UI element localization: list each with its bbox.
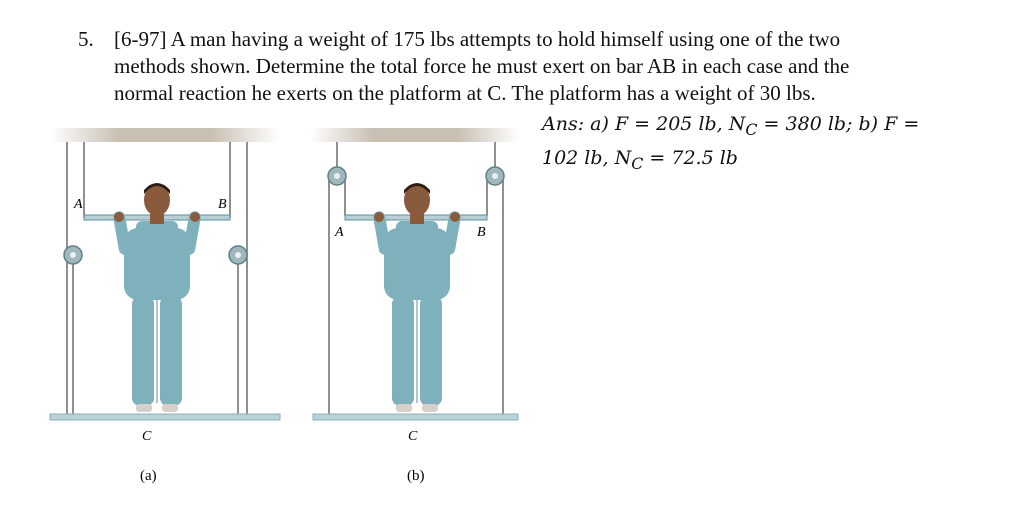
problem-line-3: normal reaction he exerts on the platform at C. The platform has a weight of 30 lbs. bbox=[114, 81, 816, 105]
figure-a bbox=[40, 118, 290, 498]
answer-a-part-b: = 380 lb; b) F = bbox=[757, 113, 920, 135]
answer-line-1 bbox=[542, 110, 919, 144]
answer-prefix: Ans: bbox=[542, 113, 585, 135]
ceiling bbox=[310, 128, 520, 142]
label-a: A bbox=[74, 197, 83, 212]
figure-b bbox=[305, 118, 530, 498]
label-b: B bbox=[218, 197, 227, 212]
pulley-hub bbox=[492, 173, 498, 179]
pulley-hub bbox=[235, 252, 241, 258]
answer-block bbox=[542, 110, 919, 178]
answer-sub-2: C bbox=[631, 153, 644, 173]
label-c: C bbox=[142, 429, 152, 444]
problem-number: 5. bbox=[78, 27, 94, 51]
answer-a-part: a) F = 205 lb, N bbox=[590, 113, 746, 135]
label-c: C bbox=[408, 429, 418, 444]
answer-b-part: 102 lb, N bbox=[542, 146, 632, 169]
problem-text bbox=[114, 26, 974, 107]
answer-b-part-b: = 72.5 lb bbox=[643, 146, 738, 169]
platform-c bbox=[50, 414, 280, 420]
pulley-hub bbox=[70, 252, 76, 258]
problem-line-2: methods shown. Determine the total force he must exert on bar AB in each case and the bbox=[114, 54, 850, 78]
ceiling bbox=[50, 128, 280, 142]
problem-line-1: [6-97] A man having a weight of 175 lbs attempts to hold himself using one of the two bbox=[114, 27, 841, 51]
figure-caption: (b) bbox=[407, 468, 425, 484]
pulley-hub bbox=[334, 173, 340, 179]
answer-sub-1: C bbox=[745, 119, 758, 139]
answer-line-2 bbox=[542, 144, 919, 178]
label-b: B bbox=[477, 225, 486, 240]
platform-c bbox=[313, 414, 518, 420]
figure-caption: (a) bbox=[140, 468, 157, 484]
label-a: A bbox=[335, 225, 344, 240]
